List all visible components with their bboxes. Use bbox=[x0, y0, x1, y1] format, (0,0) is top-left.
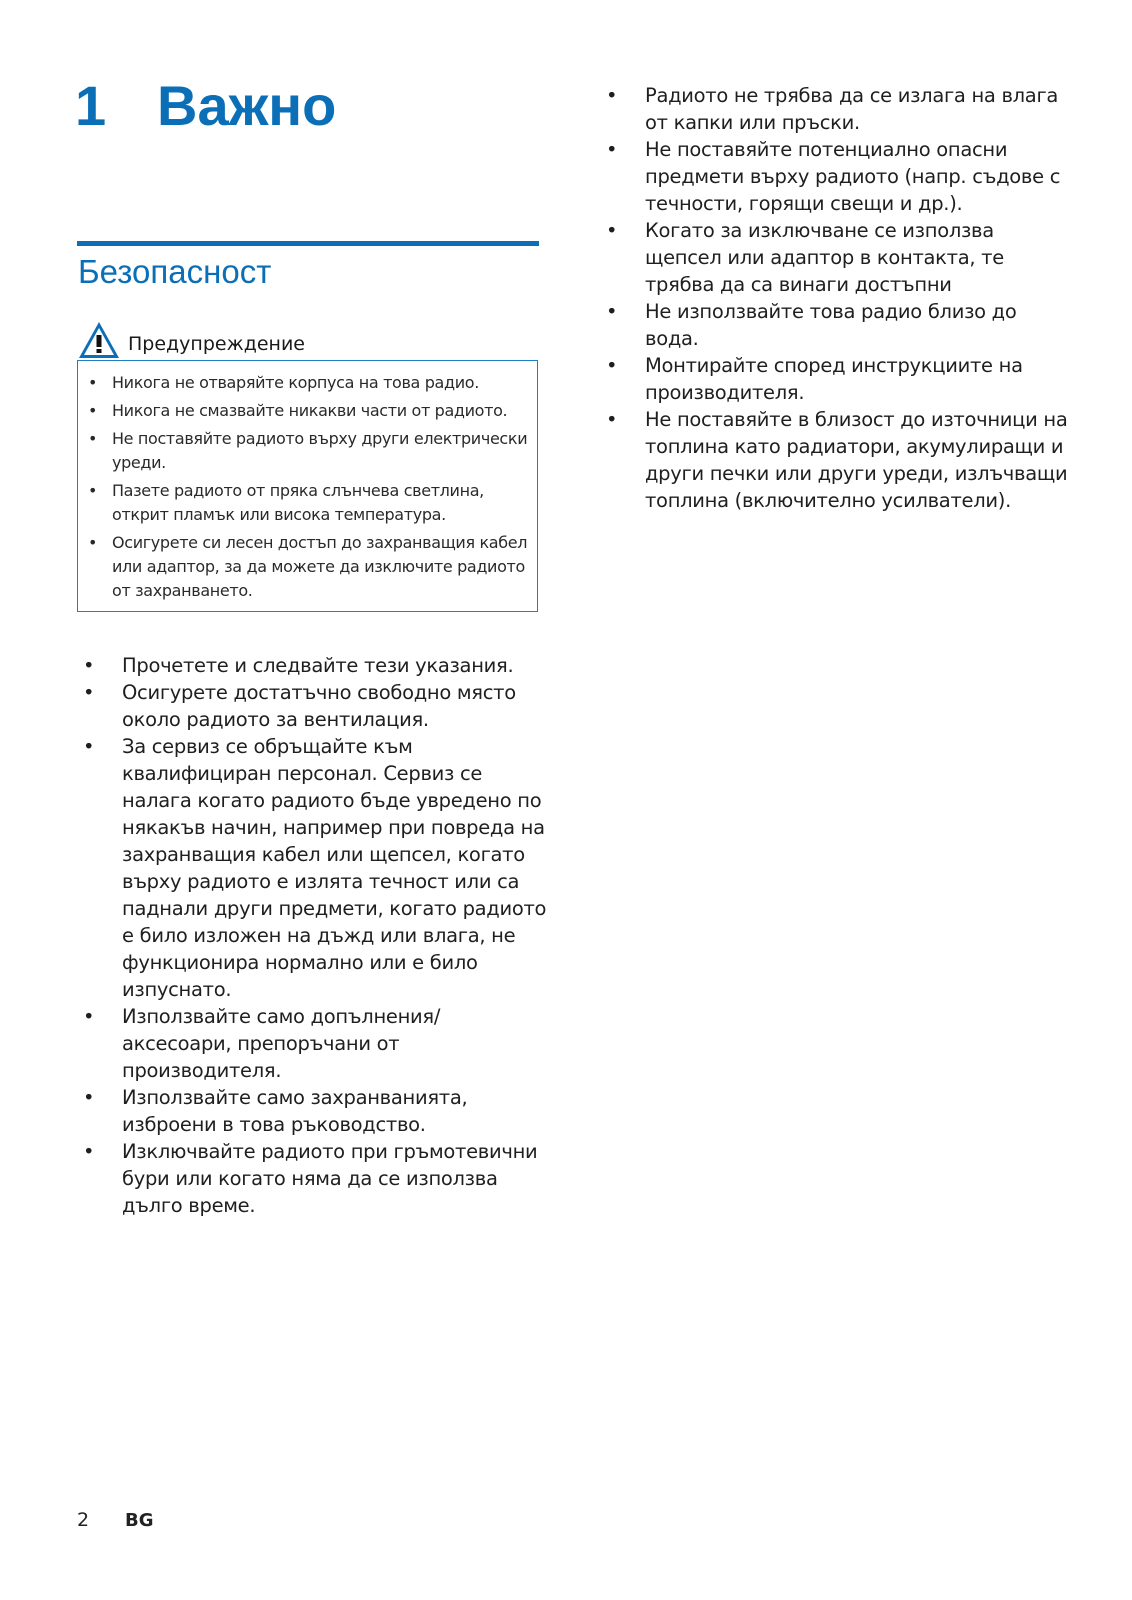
chapter-title bbox=[75, 74, 337, 137]
warning-triangle-icon bbox=[77, 320, 121, 360]
safety-item: • Не поставяйте потенциално опасни предмети върху радиото (напр. съдове с течности, горящи свещи и др.). bbox=[600, 136, 1070, 217]
safety-item: • За сервиз се обръщайте към квалифициран персонал. Сервиз се налага когато радиото бъде увредено по някакъв начин, например при повреда на захранващия кабел или щепсел, когато върху радиото е излята течност или са паднали други предмети, когато радиото е било изложен на дъжд или влага, не функционира нормално или е било изпуснато. bbox=[77, 733, 547, 1003]
warning-list bbox=[86, 371, 529, 603]
warning-item: • Никога не смазвайте никакви части от радиото. bbox=[86, 399, 529, 423]
safety-item: • Радиото не трябва да се излага на влага от капки или пръски. bbox=[600, 82, 1070, 136]
safety-item: • Не поставяйте в близост до източници на топлина като радиатори, акумулиращи и други печки или други уреди, излъчващи топлина (включително усилватели). bbox=[600, 406, 1070, 514]
safety-item: • Използвайте само допълнения/ аксесоари, препоръчани от производителя. bbox=[77, 1003, 547, 1084]
safety-list-left bbox=[77, 652, 547, 1219]
warning-item: • Осигурете си лесен достъп до захранващия кабел или адаптор, за да можете да изключите радиото от захранването. bbox=[86, 531, 529, 603]
safety-item: • Не използвайте това радио близо до вода. bbox=[600, 298, 1070, 352]
chapter-number: 1 bbox=[75, 74, 107, 137]
language-code: BG bbox=[125, 1510, 154, 1531]
page-footer bbox=[77, 1509, 154, 1531]
safety-item: • Осигурете достатъчно свободно място около радиото за вентилация. bbox=[77, 679, 547, 733]
safety-list-right bbox=[600, 82, 1070, 514]
warning-title: Предупреждение bbox=[128, 333, 305, 355]
warning-box bbox=[77, 360, 538, 612]
section-divider bbox=[77, 241, 539, 246]
safety-item: • Когато за изключване се използва щепсел или адаптор в контакта, те трябва да са винаги достъпни bbox=[600, 217, 1070, 298]
warning-item: • Пазете радиото от пряка слънчева светлина, открит пламък или висока температура. bbox=[86, 479, 529, 527]
safety-item: • Използвайте само захранванията, изброени в това ръководство. bbox=[77, 1084, 547, 1138]
safety-item: • Изключвайте радиото при гръмотевични бури или когато няма да се използва дълго време. bbox=[77, 1138, 547, 1219]
section-title: Безопасност bbox=[78, 253, 272, 290]
chapter-title-text: Важно bbox=[157, 74, 337, 137]
page-number: 2 bbox=[77, 1509, 90, 1531]
warning-item: • Никога не отваряйте корпуса на това радио. bbox=[86, 371, 529, 395]
safety-item: • Монтирайте според инструкциите на производителя. bbox=[600, 352, 1070, 406]
safety-item: • Прочетете и следвайте тези указания. bbox=[77, 652, 547, 679]
warning-header bbox=[77, 318, 305, 362]
warning-item: • Не поставяйте радиото върху други електрически уреди. bbox=[86, 427, 529, 475]
